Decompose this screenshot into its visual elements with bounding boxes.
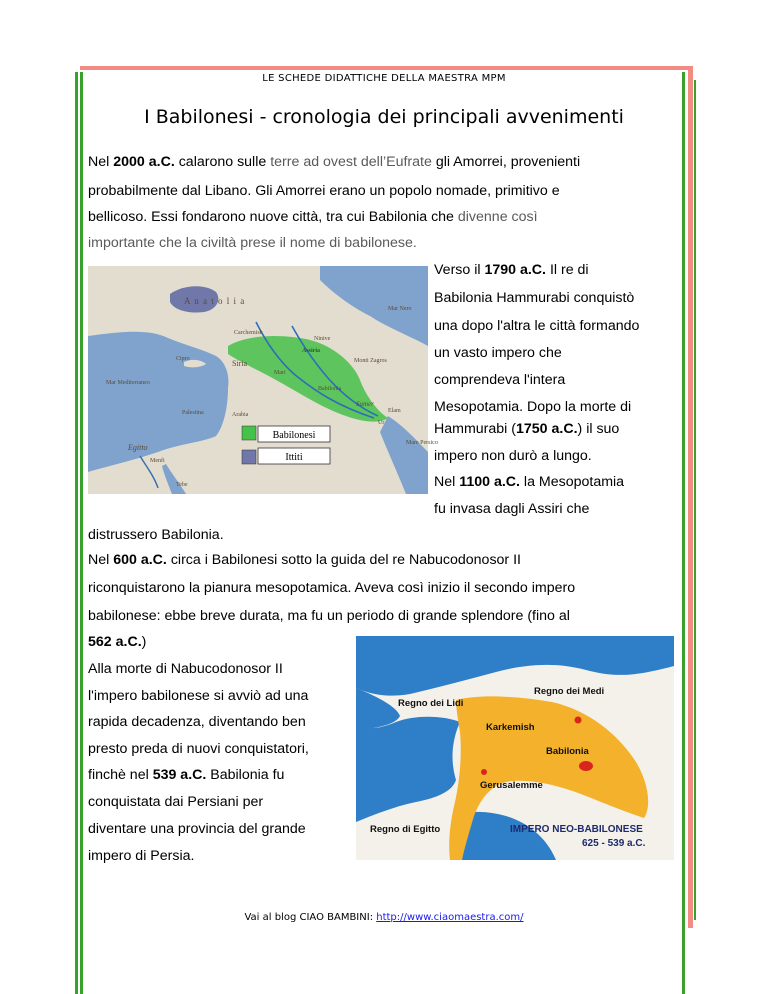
- map-label-karkemish: Karkemish: [486, 722, 535, 733]
- legend-swatch-ittiti: [242, 450, 256, 464]
- paragraph-line: bellicoso. Essi fondarono nuove città, tra cui Babilonia che divenne così: [88, 209, 538, 225]
- page-title: I Babilonesi - cronologia dei principali avvenimenti: [144, 106, 624, 128]
- border-right: [688, 66, 693, 928]
- map-label-ninive: Ninive: [314, 336, 331, 342]
- map-label-elam: Elam: [388, 408, 401, 414]
- paragraph-line: importante che la civiltà prese il nome di babilonese.: [88, 235, 417, 251]
- map-label-mar-nero: Mar Nero: [388, 306, 412, 312]
- paragraph-line: conquistata dai Persiani per: [88, 794, 264, 810]
- city-gerusalemme: [481, 769, 487, 775]
- map-label-cipro: Cipro: [176, 356, 190, 362]
- map-label-date: 625 - 539 a.C.: [582, 838, 646, 849]
- map-label-tebe: Tebe: [176, 482, 188, 488]
- border-right-inner: [682, 72, 685, 994]
- paragraph-line: distrussero Babilonia.: [88, 527, 224, 543]
- paragraph-line: rapida decadenza, diventando ben: [88, 714, 306, 730]
- legend-swatch-babilonesi: [242, 426, 256, 440]
- map-label-siria: Siria: [232, 359, 248, 368]
- paragraph-line: Babilonia Hammurabi conquistò: [434, 290, 635, 306]
- map-label-regno-egitto: Regno di Egitto: [370, 824, 441, 835]
- map-label-babilonia: Babilonia: [546, 746, 589, 757]
- paragraph-line: una dopo l'altra le città formando: [434, 318, 640, 334]
- paragraph-line: diventare una provincia del grande: [88, 821, 306, 837]
- border-left: [75, 72, 78, 994]
- paragraph-line: Mesopotamia. Dopo la morte di: [434, 399, 632, 415]
- map-label-palestina: Palestina: [182, 410, 204, 416]
- paragraph-line: impero di Persia.: [88, 848, 195, 864]
- paragraph-line: Alla morte di Nabucodonosor II: [88, 661, 283, 677]
- map-label-regno-lidi: Regno dei Lidi: [398, 698, 464, 709]
- map-label-regno-medi: Regno dei Medi: [534, 686, 605, 697]
- map-label-menfi: Menfi: [150, 458, 165, 464]
- paragraph-line: impero non durò a lungo.: [434, 448, 592, 464]
- border-left-inner: [80, 72, 83, 994]
- map-label-babilonia: Babilonia: [318, 386, 342, 392]
- page-footer: [0, 912, 768, 923]
- map-label-gerusalemme: Gerusalemme: [480, 780, 543, 791]
- footer-text: Vai al blog CIAO BAMBINI:: [244, 912, 377, 923]
- paragraph-line: presto preda di nuovi conquistatori,: [88, 741, 309, 757]
- map-label-impero: IMPERO NEO-BABILONESE: [510, 824, 643, 835]
- paragraph-line: fu invasa dagli Assiri che: [434, 501, 590, 517]
- blog-link[interactable]: http://www.ciaomaestra.com/: [376, 912, 524, 923]
- paragraph-line: finchè nel 539 a.C. Babilonia fu: [88, 767, 285, 783]
- paragraph-line: l'impero babilonese si avviò ad una: [88, 688, 309, 704]
- map-label-mare-persico: Mare Persico: [406, 440, 438, 446]
- paragraph-line: un vasto impero che: [434, 345, 562, 361]
- paragraph-line: 562 a.C.): [88, 634, 147, 650]
- paragraph-line: Hammurabi (1750 a.C.) il suo: [434, 421, 620, 437]
- paragraph-line: comprendeva l'intera: [434, 372, 566, 388]
- hammurabi-empire-map: [88, 266, 438, 494]
- legend-label-babilonesi: Babilonesi: [272, 430, 316, 441]
- city-babilonia: [579, 761, 593, 771]
- paragraph-line: Verso il 1790 a.C. Il re di: [434, 262, 589, 278]
- neo-babylonian-empire-map: [356, 636, 674, 860]
- border-right-outer: [694, 80, 696, 920]
- border-top: [80, 66, 692, 70]
- page-header: LE SCHEDE DIDATTICHE DELLA MAESTRA MPM: [262, 73, 506, 84]
- map-label-ur: Ur: [378, 420, 385, 426]
- paragraph-line: babilonese: ebbe breve durata, ma fu un periodo di grande splendore (fino al: [88, 608, 570, 624]
- map-label-anatolia: A n a t o l i a: [184, 296, 246, 306]
- map-label-arabia: Arabia: [232, 412, 249, 418]
- legend-label-ittiti: Ittiti: [285, 452, 303, 463]
- map-label-assiria: Assiria: [302, 348, 320, 354]
- map-label-carchemish: Carchemish: [234, 330, 263, 336]
- paragraph-line: Nel 2000 a.C. calarono sulle terre ad ovest dell’Eufrate gli Amorrei, provenienti: [88, 154, 581, 170]
- paragraph-line: Nel 600 a.C. circa i Babilonesi sotto la guida del re Nabucodonosor II: [88, 552, 521, 568]
- map-label-mari: Mari: [274, 370, 286, 376]
- paragraph-line: Nel 1100 a.C. la Mesopotamia: [434, 474, 625, 490]
- paragraph-line: probabilmente dal Libano. Gli Amorrei erano un popolo nomade, primitivo e: [88, 183, 560, 199]
- map-label-egitto: Egitto: [128, 443, 148, 452]
- map-label-monti-zagros: Monti Zagros: [354, 358, 387, 364]
- map-label-mar-mediterraneo: Mar Mediterraneo: [106, 380, 150, 386]
- city-karkemish: [575, 717, 582, 724]
- paragraph-line: riconquistarono la pianura mesopotamica. Aveva così inizio il secondo impero: [88, 580, 576, 596]
- map-label-sumer: Sumer: [356, 400, 374, 408]
